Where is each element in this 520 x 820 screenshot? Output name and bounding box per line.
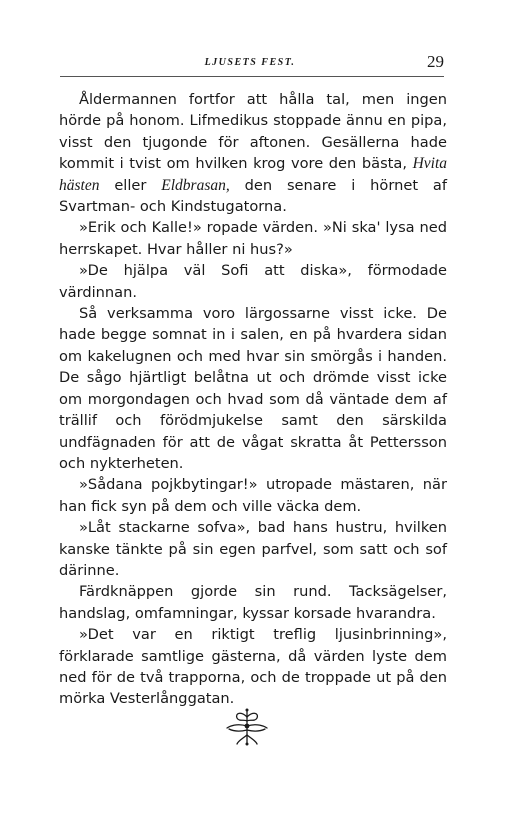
floral-tailpiece-icon — [225, 707, 269, 747]
paragraph — [59, 624, 447, 710]
header-rule — [60, 76, 444, 77]
paragraph — [59, 581, 447, 624]
paragraph — [59, 303, 447, 474]
page-number: 29 — [427, 52, 444, 71]
running-title: LJUSETS FEST. — [204, 57, 296, 68]
body-text — [59, 89, 447, 710]
paragraph — [59, 89, 447, 217]
text-run: Så verksamma voro lärgossarne visst icke. De hade begge somnat in i salen, en på hvardera sidan om kakelugnen och med hvar sin smörgås i handen. De sågo hjärtligt belåtna ut och drömde visst icke om morgondagen och hvad som då väntade dem af trällif och förödmjukelse samt den särskilda undfägnaden för att de vågat skratta åt Pettersson och nykterheten. — [59, 305, 447, 472]
paragraph — [59, 474, 447, 517]
text-run: »Sådana pojkbytingar!» utropade mästaren, när han fick syn på dem och ville väcka dem. — [59, 476, 447, 515]
text-run: »Låt stackarne sofva», bad hans hustru, hvilken kanske tänkte på sin egen parfvel, som satt och sof därinne. — [59, 519, 447, 579]
text-run: eller — [99, 176, 162, 194]
text-run: Färdknäppen gjorde sin rund. Tacksägelser, handslag, omfamningar, kyssar korsade hvarandra. — [59, 583, 447, 622]
paragraph — [59, 260, 447, 303]
text-run: den senare i hörnet af Svartman- och Kindstugatorna. — [59, 176, 447, 216]
italic-text: Hvita hästen — [59, 155, 447, 194]
text-run: Åldermannen fortfor att hålla tal, men ingen hörde på honom. Lifmedikus stoppade ännu en pipa, visst den tjugonde för aftonen. Gesällerna hade kommit i tvist om hvilken krog vore den bästa, — [59, 91, 447, 173]
paragraph — [59, 217, 447, 260]
paragraph — [59, 517, 447, 581]
text-run: »De hjälpa väl Sofi att diska», förmodade värdinnan. — [59, 262, 447, 301]
text-run: »Erik och Kalle!» ropade värden. »Ni ska' lysa ned herrskapet. Hvar håller ni hus?» — [59, 219, 447, 258]
italic-text: Eldbrasan, — [161, 176, 230, 194]
text-run: »Det var en riktigt treflig ljusinbrinning», förklarade samtlige gästerna, då värden lyste dem ned för de två trapporna, och de troppade ut på den mörka Vesterlånggatan. — [59, 626, 447, 708]
